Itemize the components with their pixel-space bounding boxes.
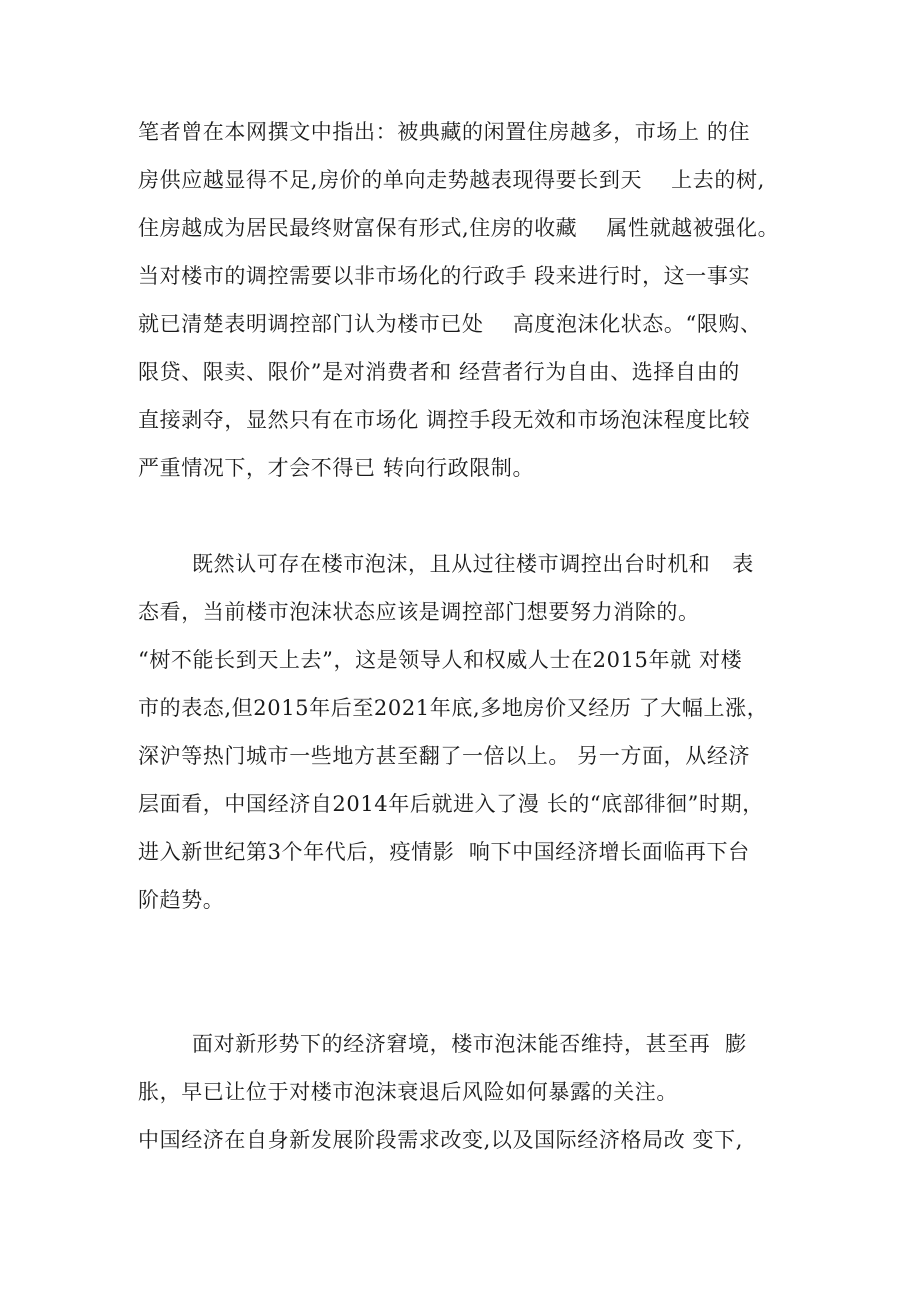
paragraph-3-line-2: 胀，早已让位于对楼市泡沫衰退后风险如何暴露的关注。: [138, 1080, 678, 1104]
paragraph-1-line-8: 严重情况下，才会不得已 转向行政限制。: [138, 456, 535, 480]
paragraph-2-line-8: 阶趋势。: [138, 888, 225, 912]
paragraph-2-line-2: 态看，当前楼市泡沫状态应该是调控部门想要努力消除的。: [138, 600, 700, 624]
paragraph-1-line-6: 限贷、限卖、限价”是对消费者和 经营者行为自由、选择自由的: [138, 360, 740, 384]
paragraph-2-line-6: 层面看，中国经济自2014年后就进入了漫 长的“底部徘徊”时期，: [138, 792, 764, 816]
paragraph-1-line-3: 住房越成为居民最终财富保有形式,住房的收藏 属性就越被强化。: [138, 216, 780, 240]
paragraph-2-line-5: 深沪等热门城市一些地方甚至翻了一倍以上。 另一方面，从经济: [138, 744, 751, 768]
paragraph-1-line-7: 直接剥夺，显然只有在市场化 调控手段无效和市场泡沫程度比较: [138, 408, 751, 432]
paragraph-1-line-4: 当对楼市的调控需要以非市场化的行政手 段来进行时，这一事实: [138, 264, 751, 288]
paragraph-1-line-2: 房供应越显得不足,房价的单向走势越表现得要长到天 上去的树,: [138, 168, 765, 192]
paragraph-2-line-4: 市的表态,但2015年后至2021年底,多地房价又经历 了大幅上涨，: [138, 696, 769, 720]
paragraph-3-line-3: 中国经济在自身新发展阶段需求改变,以及国际经济格局改 变下,: [138, 1128, 744, 1152]
paragraph-1-line-1: 笔者曾在本网撰文中指出：被典藏的闲置住房越多，市场上 的住: [138, 120, 751, 144]
paragraph-2-line-3: “树不能长到天上去”，这是领导人和权威人士在2015年就 对楼: [138, 648, 743, 672]
paragraph-1-line-5: 就已清楚表明调控部门认为楼市已处 高度泡沫化状态。“限购、: [138, 312, 762, 336]
paragraph-2-line-1: 既然认可存在楼市泡沫，且从过往楼市调控出台时机和 表: [192, 552, 754, 576]
paragraph-3-line-1: 面对新形势下的经济窘境，楼市泡沫能否维持，甚至再 膨: [192, 1032, 747, 1056]
paragraph-2-line-7: 进入新世纪第3个年代后，疫情影 响下中国经济增长面临再下台: [138, 840, 750, 864]
